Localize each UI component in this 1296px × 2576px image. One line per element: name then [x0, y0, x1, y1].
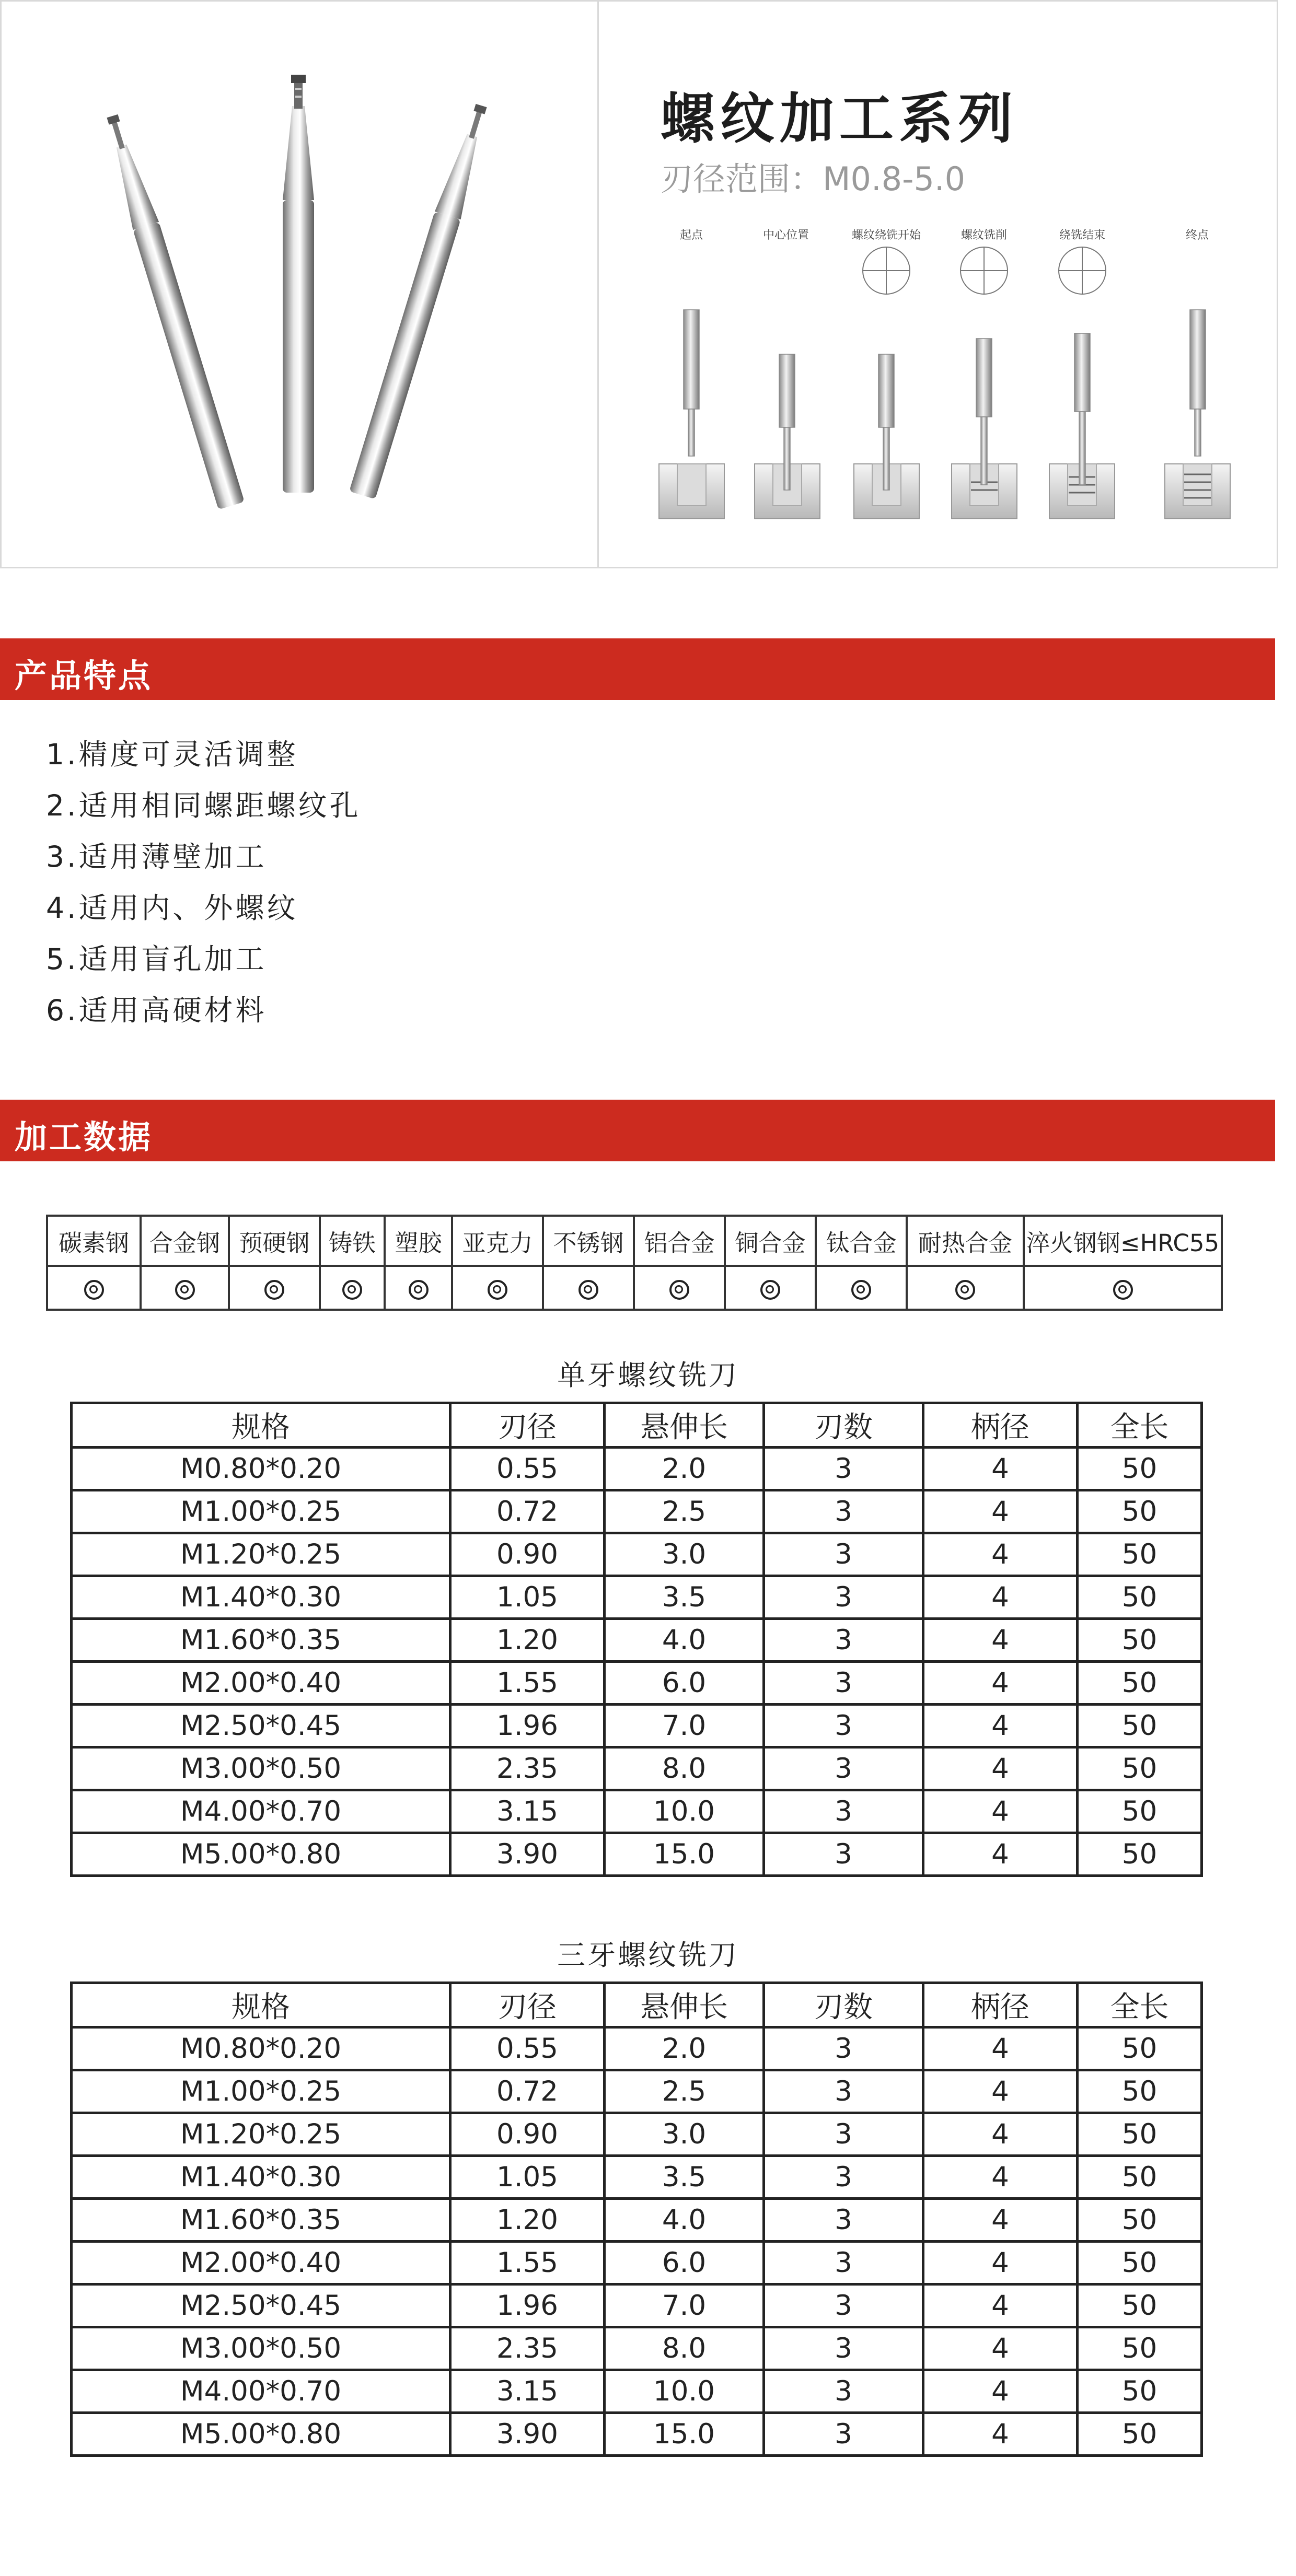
double-circle-icon — [175, 1280, 195, 1300]
table-cell: M2.00*0.40 — [72, 2242, 450, 2284]
column-header: 柄径 — [923, 1983, 1078, 2027]
table-cell: 0.72 — [450, 2070, 605, 2113]
section-title: 加工数据 — [15, 1118, 153, 1156]
table-cell: 3 — [764, 2113, 923, 2156]
suitability-cell — [816, 1266, 907, 1310]
table-cell: 3 — [764, 1662, 923, 1705]
table-cell: 15.0 — [605, 2413, 764, 2456]
table-header-row — [72, 1983, 1202, 2027]
step-label: 绕铣结束 — [1059, 229, 1105, 242]
feature-item: 6.适用高硬材料 — [46, 994, 267, 1027]
table-cell: 50 — [1078, 2156, 1202, 2199]
table-cell: 3 — [764, 2156, 923, 2199]
suitability-cell — [47, 1266, 141, 1310]
orbit-circles — [863, 247, 1106, 294]
table-cell: M2.00*0.40 — [72, 1662, 450, 1705]
workpiece-blocks — [659, 464, 1230, 519]
table-cell: 3 — [764, 2413, 923, 2456]
table-cell: 50 — [1078, 2327, 1202, 2370]
table-cell: 3.0 — [605, 2113, 764, 2156]
column-header: 全长 — [1078, 1983, 1202, 2027]
column-header: 全长 — [1078, 1403, 1202, 1448]
step-label: 起点 — [679, 229, 703, 242]
step-label: 螺纹绕铣开始 — [851, 229, 921, 242]
suitability-cell — [1024, 1266, 1222, 1310]
table-cell: 4 — [923, 1662, 1078, 1705]
step-label: 螺纹铣削 — [961, 229, 1007, 242]
suitability-cell — [385, 1266, 452, 1310]
table-cell: 1.55 — [450, 2242, 605, 2284]
end-mill-left — [99, 112, 245, 509]
step-label: 终点 — [1185, 229, 1209, 242]
table-cell: 4.0 — [605, 2199, 764, 2242]
table-row — [72, 2070, 1202, 2113]
table-cell: 3 — [764, 1747, 923, 1790]
column-header: 刃径 — [450, 1403, 605, 1448]
table-cell: 2.0 — [605, 1448, 764, 1490]
table-cell: 0.90 — [450, 1533, 605, 1576]
table-cell: 3 — [764, 1833, 923, 1876]
table-cell: 3 — [764, 2284, 923, 2327]
table-cell: 7.0 — [605, 2284, 764, 2327]
material-name: 碳素钢 — [47, 1216, 141, 1266]
step-label: 中心位置 — [762, 229, 809, 242]
material-name: 不锈钢 — [543, 1216, 634, 1266]
table-row — [72, 2242, 1202, 2284]
table-cell: 1.20 — [450, 1619, 605, 1662]
table-cell: 4 — [923, 2284, 1078, 2327]
feature-item: 5.适用盲孔加工 — [46, 942, 267, 976]
material-name: 塑胶 — [385, 1216, 452, 1266]
double-circle-icon — [760, 1280, 780, 1300]
feature-item: 1.精度可灵活调整 — [46, 738, 298, 771]
material-name: 亚克力 — [452, 1216, 543, 1266]
table-header-row — [72, 1403, 1202, 1448]
table-cell: 3 — [764, 1705, 923, 1747]
table-cell: 4 — [923, 2113, 1078, 2156]
table-cell: 3.5 — [605, 1576, 764, 1619]
table-cell: 50 — [1078, 1490, 1202, 1533]
material-name: 铜合金 — [725, 1216, 816, 1266]
table-row — [72, 2284, 1202, 2327]
table-cell: 50 — [1078, 1662, 1202, 1705]
table-cell: 3 — [764, 1448, 923, 1490]
product-photo — [2, 2, 599, 567]
table-row — [72, 2113, 1202, 2156]
series-info — [599, 2, 1277, 567]
table-caption: 三牙螺纹铣刀 — [557, 1939, 739, 1972]
feature-item: 2.适用相同螺距螺纹孔 — [46, 789, 361, 822]
table-cell: 3.90 — [450, 2413, 605, 2456]
table-row — [72, 2327, 1202, 2370]
table-cell: 0.72 — [450, 1490, 605, 1533]
column-header: 刃数 — [764, 1403, 923, 1448]
feature-item: 4.适用内、外螺纹 — [46, 891, 298, 925]
suitability-cell — [141, 1266, 229, 1310]
table-cell: 6.0 — [605, 1662, 764, 1705]
table-cell: 3 — [764, 1490, 923, 1533]
double-circle-icon — [264, 1280, 284, 1300]
table-cell: M3.00*0.50 — [72, 1747, 450, 1790]
table-cell: 8.0 — [605, 2327, 764, 2370]
double-circle-icon — [578, 1280, 598, 1300]
material-name: 耐热合金 — [907, 1216, 1024, 1266]
table-cell: 50 — [1078, 1747, 1202, 1790]
table-cell: 0.90 — [450, 2113, 605, 2156]
table-cell: 3 — [764, 2242, 923, 2284]
table-row — [72, 1790, 1202, 1833]
series-title: 螺纹加工系列 — [661, 87, 1019, 150]
double-circle-icon — [955, 1280, 975, 1300]
suitability-cell — [634, 1266, 725, 1310]
table-cell: 3.15 — [450, 2370, 605, 2413]
suitability-cell — [543, 1266, 634, 1310]
table-cell: 4 — [923, 2027, 1078, 2070]
table-cell: 50 — [1078, 1448, 1202, 1490]
table-cell: M1.00*0.25 — [72, 1490, 450, 1533]
table-cell: 3 — [764, 2027, 923, 2070]
table-cell: 1.05 — [450, 1576, 605, 1619]
table-cell: 4 — [923, 1448, 1078, 1490]
features-header-bar — [0, 638, 1275, 700]
table-cell: 50 — [1078, 2370, 1202, 2413]
table-cell: M1.60*0.35 — [72, 1619, 450, 1662]
table-cell: M1.40*0.30 — [72, 2156, 450, 2199]
table-cell: 1.55 — [450, 1662, 605, 1705]
table-cell: 4 — [923, 1619, 1078, 1662]
single-tooth-spec-table — [70, 1402, 1203, 1877]
table-cell: M5.00*0.80 — [72, 2413, 450, 2456]
table-caption: 单牙螺纹铣刀 — [557, 1359, 739, 1392]
material-name: 淬火钢钢≤HRC55 — [1024, 1216, 1222, 1266]
column-header: 刃数 — [764, 1983, 923, 2027]
table-cell: 2.5 — [605, 2070, 764, 2113]
material-suitability-table — [46, 1215, 1223, 1311]
table-row — [72, 1662, 1202, 1705]
table-cell: 50 — [1078, 2413, 1202, 2456]
table-cell: 1.20 — [450, 2199, 605, 2242]
hero-panel — [0, 0, 1278, 568]
table-cell: M2.50*0.45 — [72, 1705, 450, 1747]
table-cell: 4 — [923, 2070, 1078, 2113]
table-cell: 4 — [923, 2370, 1078, 2413]
column-header: 刃径 — [450, 1983, 605, 2027]
table-cell: 4 — [923, 2199, 1078, 2242]
table-cell: 15.0 — [605, 1833, 764, 1876]
table-cell: 3 — [764, 1790, 923, 1833]
suitability-cell — [229, 1266, 320, 1310]
table-cell: 4 — [923, 1747, 1078, 1790]
suitability-cell — [725, 1266, 816, 1310]
processing-header-bar — [0, 1100, 1275, 1161]
table-row — [72, 2199, 1202, 2242]
section-title: 产品特点 — [15, 657, 153, 695]
table-cell: 50 — [1078, 2070, 1202, 2113]
material-name: 钛合金 — [816, 1216, 907, 1266]
table-cell: 50 — [1078, 1705, 1202, 1747]
table-cell: M1.40*0.30 — [72, 1576, 450, 1619]
table-cell: 10.0 — [605, 2370, 764, 2413]
feature-item: 3.适用薄壁加工 — [46, 840, 267, 873]
double-circle-icon — [84, 1280, 104, 1300]
table-cell: 50 — [1078, 1533, 1202, 1576]
table-cell: 7.0 — [605, 1705, 764, 1747]
double-circle-icon — [851, 1280, 871, 1300]
table-row — [72, 2370, 1202, 2413]
material-name: 铝合金 — [634, 1216, 725, 1266]
table-cell: 50 — [1078, 2199, 1202, 2242]
table-cell: M5.00*0.80 — [72, 1833, 450, 1876]
table-cell: 3 — [764, 2199, 923, 2242]
material-name: 预硬钢 — [229, 1216, 320, 1266]
table-row — [72, 1576, 1202, 1619]
table-cell: 2.35 — [450, 1747, 605, 1790]
tool-positions — [684, 310, 1206, 490]
table-cell: 4 — [923, 1790, 1078, 1833]
double-circle-icon — [342, 1280, 362, 1300]
table-cell: 3.15 — [450, 1790, 605, 1833]
table-cell: M4.00*0.70 — [72, 2370, 450, 2413]
table-cell: 1.05 — [450, 2156, 605, 2199]
table-cell: 3 — [764, 1533, 923, 1576]
table-cell: 4.0 — [605, 1619, 764, 1662]
table-cell: 3 — [764, 2327, 923, 2370]
column-header: 规格 — [72, 1983, 450, 2027]
table-cell: 4 — [923, 1705, 1078, 1747]
table-cell: M2.50*0.45 — [72, 2284, 450, 2327]
table-cell: 3.5 — [605, 2156, 764, 2199]
table-cell: M1.60*0.35 — [72, 2199, 450, 2242]
table-cell: M3.00*0.50 — [72, 2327, 450, 2370]
table-cell: 3.0 — [605, 1533, 764, 1576]
table-cell: 1.96 — [450, 1705, 605, 1747]
feature-list — [46, 729, 361, 1036]
table-cell: M0.80*0.20 — [72, 1448, 450, 1490]
table-cell: 4 — [923, 1833, 1078, 1876]
table-cell: M4.00*0.70 — [72, 1790, 450, 1833]
table-cell: 0.55 — [450, 2027, 605, 2070]
table-cell: 6.0 — [605, 2242, 764, 2284]
table-cell: 3 — [764, 2070, 923, 2113]
table-cell: 8.0 — [605, 1747, 764, 1790]
table-row — [72, 1747, 1202, 1790]
double-circle-icon — [1113, 1280, 1133, 1300]
table-cell: 50 — [1078, 2284, 1202, 2327]
table-row — [72, 1448, 1202, 1490]
table-row — [72, 2413, 1202, 2456]
table-cell: 2.35 — [450, 2327, 605, 2370]
table-cell: 0.55 — [450, 1448, 605, 1490]
milling-process-steps — [599, 226, 1273, 540]
table-cell: 50 — [1078, 1619, 1202, 1662]
end-mill-right — [349, 101, 494, 499]
table-cell: 50 — [1078, 1833, 1202, 1876]
double-circle-icon — [669, 1280, 689, 1300]
table-cell: M1.20*0.25 — [72, 1533, 450, 1576]
material-name: 合金钢 — [141, 1216, 229, 1266]
table-cell: 4 — [923, 1490, 1078, 1533]
table-cell: 4 — [923, 2156, 1078, 2199]
table-cell: 3 — [764, 1576, 923, 1619]
blade-range: 刃径范围：M0.8-5.0 — [661, 160, 966, 198]
table-cell: 50 — [1078, 2242, 1202, 2284]
table-cell: 2.5 — [605, 1490, 764, 1533]
table-cell: 4 — [923, 1533, 1078, 1576]
table-cell: 3 — [764, 1619, 923, 1662]
table-cell: 4 — [923, 1576, 1078, 1619]
double-circle-icon — [488, 1280, 507, 1300]
process-diagram — [599, 226, 1273, 540]
table-cell: 10.0 — [605, 1790, 764, 1833]
table-cell: 1.96 — [450, 2284, 605, 2327]
table-cell: 50 — [1078, 1576, 1202, 1619]
end-mills-illustration — [2, 2, 597, 567]
table-cell: 4 — [923, 2242, 1078, 2284]
column-header: 悬伸长 — [605, 1403, 764, 1448]
suitability-cell — [320, 1266, 385, 1310]
table-cell: M1.20*0.25 — [72, 2113, 450, 2156]
table-cell: 3 — [764, 2370, 923, 2413]
table-cell: M0.80*0.20 — [72, 2027, 450, 2070]
table-cell: 2.0 — [605, 2027, 764, 2070]
column-header: 悬伸长 — [605, 1983, 764, 2027]
table-cell: 50 — [1078, 1790, 1202, 1833]
triple-tooth-spec-table — [70, 1981, 1203, 2457]
table-cell: 50 — [1078, 2113, 1202, 2156]
table-row — [72, 2156, 1202, 2199]
table-row — [72, 1833, 1202, 1876]
table-cell: 3.90 — [450, 1833, 605, 1876]
table-cell: M1.00*0.25 — [72, 2070, 450, 2113]
material-name: 铸铁 — [320, 1216, 385, 1266]
suitability-cell — [907, 1266, 1024, 1310]
table-row — [72, 2027, 1202, 2070]
column-header: 柄径 — [923, 1403, 1078, 1448]
double-circle-icon — [409, 1280, 429, 1300]
column-header: 规格 — [72, 1403, 450, 1448]
table-cell: 4 — [923, 2327, 1078, 2370]
table-cell: 50 — [1078, 2027, 1202, 2070]
end-mill-center — [283, 75, 314, 493]
table-row — [72, 1619, 1202, 1662]
suitability-cell — [452, 1266, 543, 1310]
table-row — [72, 1490, 1202, 1533]
table-row — [72, 1533, 1202, 1576]
table-cell: 4 — [923, 2413, 1078, 2456]
table-row — [72, 1705, 1202, 1747]
